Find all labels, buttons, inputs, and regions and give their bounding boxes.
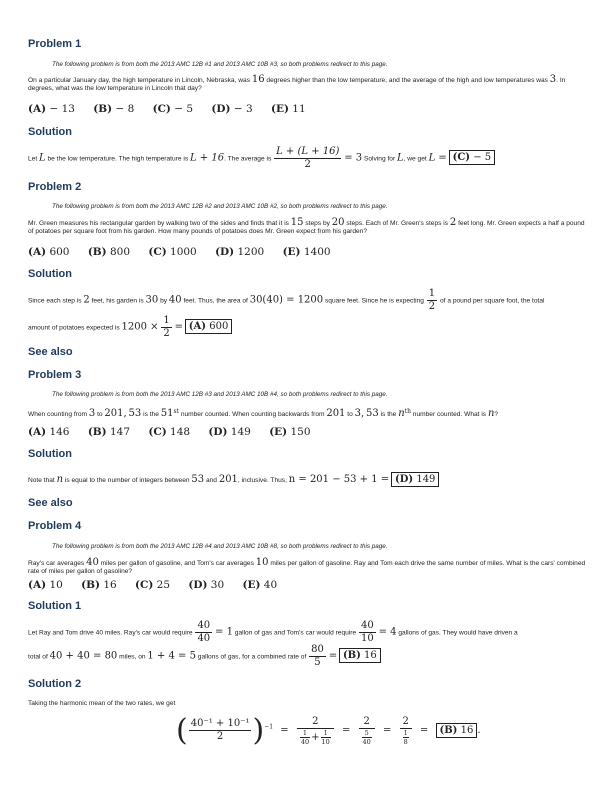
inline-text bbox=[359, 729, 375, 746]
problem-4-text bbox=[28, 559, 588, 577]
inline-text bbox=[403, 729, 409, 746]
inline-text: (C) bbox=[135, 579, 154, 591]
inline-text: Since each step is bbox=[28, 297, 82, 305]
inline-text: Ray's car averages bbox=[28, 560, 85, 567]
problem-2-solution-heading: Solution bbox=[28, 268, 72, 280]
problem-2-solution-line-2 bbox=[28, 315, 232, 340]
problem-2-note: The following problem is from both the 2013 AMC 12B #2 and 2013 AMC 10B #2, so both problems redirect to this page. bbox=[52, 203, 388, 210]
inline-text: 150 bbox=[290, 426, 311, 438]
inline-text bbox=[300, 729, 310, 746]
inline-text: 1400 bbox=[303, 246, 331, 258]
inline-text: (B) bbox=[342, 650, 361, 662]
problem-3-heading: Problem 3 bbox=[28, 369, 82, 381]
inline-text: 25 bbox=[156, 579, 171, 591]
inline-text: 40 bbox=[197, 620, 211, 631]
answer-box bbox=[339, 648, 381, 663]
answer-box bbox=[185, 319, 233, 334]
choice-b bbox=[88, 246, 130, 258]
inline-text: n bbox=[398, 408, 405, 420]
problem-2-solution-line-1 bbox=[28, 288, 545, 313]
inline-text: total of bbox=[28, 653, 48, 661]
inline-text: 149 bbox=[416, 474, 436, 485]
inline-text bbox=[297, 716, 334, 746]
choice-c bbox=[148, 426, 190, 438]
inline-text bbox=[359, 620, 376, 645]
inline-text: 146 bbox=[49, 426, 70, 438]
inline-text: = 1 bbox=[215, 626, 233, 638]
inline-text: (E) bbox=[282, 246, 301, 258]
inline-text: miles per gallon of gasoline, and Tom's car averages bbox=[100, 560, 254, 567]
problem-2-heading: Problem 2 bbox=[28, 181, 82, 193]
inline-text: Note that bbox=[28, 477, 55, 484]
problem-4-heading: Problem 4 bbox=[28, 520, 82, 532]
inline-text: of a pound per square foot, the total bbox=[440, 297, 545, 305]
inline-text: . bbox=[477, 725, 481, 736]
inline-text: n bbox=[56, 474, 64, 485]
problem-3-text bbox=[28, 408, 498, 419]
inline-text: Let bbox=[28, 155, 38, 163]
inline-text bbox=[400, 729, 412, 746]
inline-text: 147 bbox=[109, 426, 131, 438]
inline-text: 149 bbox=[230, 426, 251, 438]
problem-1-heading: Problem 1 bbox=[28, 38, 82, 50]
inline-text: feet, his garden is bbox=[91, 297, 144, 305]
inline-text: to bbox=[347, 411, 353, 419]
inline-text: 2 bbox=[449, 217, 457, 228]
inline-text: 16 bbox=[460, 725, 474, 736]
problem-1-solution-heading: Solution bbox=[28, 126, 72, 138]
choice-e bbox=[283, 246, 331, 258]
inline-text: 40 bbox=[360, 620, 374, 631]
inline-text: steps. Each of Mr. Green's steps is bbox=[346, 220, 449, 227]
choice-d bbox=[211, 103, 252, 115]
choice-a bbox=[28, 426, 69, 438]
choice-b bbox=[88, 426, 130, 438]
inline-text: = 4 bbox=[378, 626, 397, 638]
inline-text: (E) bbox=[242, 579, 261, 591]
inline-text: 40 bbox=[168, 294, 182, 306]
inline-text: 201 bbox=[326, 408, 346, 420]
inline-text: = bbox=[341, 725, 351, 736]
solution-1-heading: Solution 1 bbox=[28, 600, 82, 612]
inline-text: 2 bbox=[216, 731, 224, 742]
inline-text: ( bbox=[176, 713, 188, 748]
inline-text bbox=[195, 620, 212, 645]
inline-text: 1 bbox=[403, 728, 408, 737]
choice-d bbox=[188, 579, 224, 591]
inline-text: 201 bbox=[218, 474, 238, 485]
inline-text: 2 bbox=[428, 301, 436, 312]
inline-text bbox=[189, 718, 252, 743]
harmonic-mean-equation bbox=[176, 713, 481, 748]
inline-text: number counted. When counting backwards from bbox=[180, 411, 325, 419]
choice-b bbox=[81, 579, 117, 591]
problem-3-solution-text bbox=[28, 472, 439, 487]
inline-text: L bbox=[396, 152, 404, 164]
inline-text: 40 bbox=[197, 633, 211, 644]
inline-text: = bbox=[419, 725, 429, 736]
inline-text: 30(40) = 1200 bbox=[249, 294, 324, 306]
inline-text: Solving for bbox=[363, 155, 396, 163]
inline-text: 1 bbox=[321, 729, 331, 738]
choice-a bbox=[28, 103, 75, 115]
inline-text: 53 bbox=[366, 408, 379, 420]
inline-text: , we get bbox=[403, 155, 427, 163]
inline-text: (E) bbox=[270, 103, 289, 115]
problem-2-see-also[interactable]: See also bbox=[28, 346, 73, 358]
solution-1-line-2 bbox=[28, 644, 381, 669]
inline-text: and bbox=[205, 477, 217, 484]
problem-1-solution-text bbox=[28, 146, 495, 171]
inline-text: (B) bbox=[87, 426, 107, 438]
inline-text: (D) bbox=[208, 426, 228, 438]
inline-text: 2 bbox=[163, 328, 170, 339]
inline-text: 1200 × bbox=[121, 321, 159, 333]
inline-text: −1 bbox=[264, 723, 274, 731]
inline-text: ) bbox=[252, 713, 265, 748]
inline-text: miles per gallon of gasoline. Ray and Tom each drive the same number of miles. What is the cars' combined rate of miles per gallon of gasoline? bbox=[28, 560, 586, 576]
inline-text: 15 bbox=[290, 217, 304, 228]
problem-1-note: The following problem is from both the 2013 AMC 12B #1 and 2013 AMC 10B #3, so both problems redirect to this page. bbox=[52, 61, 388, 68]
inline-text: , bbox=[123, 408, 127, 420]
inline-text: degrees higher than the low temperature, and the average of the high and low temperatures was bbox=[266, 77, 548, 84]
inline-text: 40 bbox=[300, 737, 310, 746]
problem-3-solution-heading: Solution bbox=[28, 448, 72, 460]
inline-text: (A) bbox=[28, 579, 47, 591]
inline-text: 201 bbox=[104, 408, 124, 420]
inline-text: 3 bbox=[549, 74, 557, 85]
inline-text: (D) bbox=[395, 474, 414, 485]
inline-text: (C) bbox=[148, 246, 167, 258]
inline-text: (A) bbox=[28, 426, 47, 438]
inline-text: 16 bbox=[251, 74, 265, 85]
inline-text: 30 bbox=[210, 579, 225, 591]
choice-b bbox=[93, 103, 134, 115]
choice-d bbox=[208, 426, 250, 438]
inline-text: . In degrees, what was the low temperature in Lincoln that day? bbox=[28, 77, 566, 93]
inline-text: gallon of gas and Tom's car would require bbox=[234, 629, 357, 637]
inline-text: 40 bbox=[362, 737, 371, 746]
inline-text: 20 bbox=[331, 217, 345, 228]
inline-text: 2 bbox=[359, 716, 375, 729]
problem-2-text bbox=[28, 219, 588, 237]
inline-text: (D) bbox=[211, 103, 231, 115]
inline-text: 53 bbox=[191, 474, 205, 485]
inline-text: (A) bbox=[28, 246, 47, 258]
choice-c bbox=[153, 103, 193, 115]
inline-text: number counted. What is bbox=[412, 411, 487, 419]
problem-4-note: The following problem is from both the 2013 AMC 12B #4 and 2013 AMC 10B #8, so both problems redirect to this page. bbox=[52, 543, 388, 550]
inline-text: 1 bbox=[428, 288, 436, 299]
inline-text: 2 bbox=[83, 294, 90, 306]
inline-text: 80 bbox=[311, 644, 324, 655]
inline-text: gallons of gas. They would have driven a bbox=[398, 629, 518, 637]
inline-text: . The average is bbox=[224, 155, 272, 163]
inline-text: 1 + 4 = 5 bbox=[147, 650, 196, 662]
inline-text: 53 bbox=[128, 408, 142, 420]
inline-text: 1 bbox=[300, 729, 310, 738]
inline-text: 51 bbox=[160, 408, 174, 420]
answer-box bbox=[449, 150, 496, 165]
problem-3-see-also[interactable]: See also bbox=[28, 497, 73, 509]
problem-2-choices bbox=[28, 246, 346, 258]
inline-text: 40 bbox=[263, 579, 278, 591]
inline-text: = bbox=[383, 725, 392, 736]
inline-text bbox=[297, 729, 334, 746]
average-fraction bbox=[274, 146, 341, 171]
inline-text: (B) bbox=[93, 103, 113, 115]
inline-text: = bbox=[174, 321, 183, 333]
inline-text: 10 bbox=[360, 633, 374, 644]
inline-text: L bbox=[39, 152, 46, 164]
choice-c bbox=[148, 246, 196, 258]
inline-text: + bbox=[311, 731, 320, 743]
inline-text: , inclusive. Thus, bbox=[237, 477, 287, 484]
inline-text: − 5 bbox=[174, 103, 194, 115]
inline-text: 16 bbox=[103, 579, 117, 591]
problem-4-choices bbox=[28, 579, 292, 591]
inline-text: (C) bbox=[152, 103, 171, 115]
inline-text: is equal to the number of integers between bbox=[64, 477, 190, 484]
inline-text: When counting from bbox=[28, 411, 88, 419]
inline-text: 2 bbox=[297, 716, 334, 729]
inline-text bbox=[309, 644, 326, 669]
inline-text: (C) bbox=[452, 152, 471, 164]
inline-text: st bbox=[173, 408, 179, 415]
inline-text: 600 bbox=[209, 321, 229, 333]
inline-text: (D) bbox=[215, 246, 235, 258]
inline-text: On a particular January day, the high temperature in Lincoln, Nebraska, was bbox=[28, 77, 250, 84]
inline-text bbox=[359, 716, 375, 746]
inline-text: is the bbox=[380, 411, 397, 419]
answer-box bbox=[391, 472, 439, 487]
inline-text: 10 bbox=[49, 579, 63, 591]
inline-text: 10 bbox=[255, 557, 269, 568]
inline-text: be the low temperature. The high temperature is bbox=[47, 155, 189, 163]
inline-text: L = bbox=[428, 152, 447, 164]
inline-text: (A) bbox=[28, 103, 47, 115]
inline-text: 800 bbox=[109, 246, 131, 258]
inline-text: 148 bbox=[170, 426, 191, 438]
inline-text: = bbox=[280, 725, 289, 736]
inline-text: 2 bbox=[400, 716, 412, 729]
inline-text: 40 bbox=[86, 557, 99, 568]
inline-text: square feet. Since he is expecting bbox=[324, 297, 424, 305]
inline-text: 600 bbox=[49, 246, 70, 258]
answer-box bbox=[436, 723, 481, 738]
inline-text: steps by bbox=[305, 220, 330, 227]
inline-text: = bbox=[328, 650, 338, 662]
inline-text: (B) bbox=[87, 246, 107, 258]
inline-text: 3 bbox=[354, 408, 361, 420]
inline-text: (C) bbox=[148, 426, 167, 438]
solution-2-heading: Solution 2 bbox=[28, 678, 82, 690]
inline-text: ? bbox=[494, 411, 499, 419]
inline-text: − 5 bbox=[473, 152, 492, 164]
inline-text: − 3 bbox=[233, 103, 253, 115]
choice-e bbox=[271, 103, 306, 115]
inline-text: feet long. Mr. Green expects a half a pound of potatoes per square foot from his garden. How many pounds of potatoes does Mr. Green expect from his garden? bbox=[28, 220, 585, 236]
inline-text: Mr. Green measures his rectangular garden by walking two of the sides and finds that it is bbox=[28, 220, 289, 227]
inline-text: 1 bbox=[163, 315, 170, 326]
inline-text: 11 bbox=[292, 103, 306, 115]
inline-text: 40 + 40 = 80 bbox=[49, 650, 118, 662]
inline-text: amount of potatoes expected is bbox=[28, 324, 120, 332]
inline-text: = 3 bbox=[344, 152, 363, 164]
inline-text: th bbox=[404, 408, 411, 415]
inline-text bbox=[400, 716, 412, 746]
inline-text: L + (L + 16) bbox=[276, 146, 340, 157]
inline-text: 5 bbox=[362, 729, 372, 738]
choice-e bbox=[269, 426, 310, 438]
inline-text: 30 bbox=[145, 294, 159, 306]
inline-text: to bbox=[97, 411, 103, 419]
choice-c bbox=[135, 579, 170, 591]
inline-text: 3 bbox=[88, 408, 96, 420]
inline-text: 5 bbox=[314, 657, 321, 668]
inline-text: (B) bbox=[439, 725, 458, 736]
inline-text: 1000 bbox=[170, 246, 197, 258]
inline-text: n = 201 − 53 + 1 = bbox=[288, 474, 390, 485]
choice-a bbox=[28, 579, 63, 591]
inline-text: n bbox=[487, 408, 495, 420]
inline-text: (A) bbox=[188, 321, 207, 333]
half-fraction bbox=[427, 288, 437, 313]
inline-text: feet. Thus, the area of bbox=[183, 297, 248, 305]
inline-text: , bbox=[360, 408, 365, 420]
problem-1-text bbox=[28, 76, 588, 94]
half-fraction bbox=[161, 315, 171, 340]
problem-1-choices bbox=[28, 103, 321, 115]
inline-text: L + 16 bbox=[189, 152, 225, 164]
inline-text: 10 bbox=[321, 737, 330, 746]
inline-text: (D) bbox=[188, 579, 208, 591]
inline-text: is the bbox=[143, 411, 159, 419]
inline-text: 8 bbox=[403, 737, 408, 746]
inline-text: Let Ray and Tom drive 40 miles. Ray's car would require bbox=[28, 629, 193, 637]
inline-text: 1200 bbox=[237, 246, 265, 258]
choice-a bbox=[28, 246, 69, 258]
inline-text: 2 bbox=[304, 159, 311, 170]
inline-text bbox=[362, 729, 372, 746]
inline-text: − 13 bbox=[49, 103, 75, 115]
inline-text bbox=[321, 729, 331, 746]
inline-text: miles, on bbox=[119, 653, 146, 661]
inline-text: (E) bbox=[269, 426, 288, 438]
inline-text: − 8 bbox=[115, 103, 135, 115]
inline-text: by bbox=[160, 297, 168, 305]
problem-3-choices bbox=[28, 426, 326, 438]
inline-text: 16 bbox=[364, 650, 377, 662]
problem-3-note: The following problem is from both the 2013 AMC 12B #3 and 2013 AMC 10B #4, so both problems redirect to this page. bbox=[52, 391, 388, 398]
choice-d bbox=[215, 246, 264, 258]
choice-e bbox=[243, 579, 278, 591]
solution-2-text: Taking the harmonic mean of the two rates, we get bbox=[28, 700, 176, 707]
inline-text: 40⁻¹ + 10⁻¹ bbox=[190, 718, 250, 729]
inline-text: gallons of gas, for a combined rate of bbox=[197, 653, 307, 661]
solution-1-line-1 bbox=[28, 620, 518, 645]
inline-text: (B) bbox=[81, 579, 100, 591]
